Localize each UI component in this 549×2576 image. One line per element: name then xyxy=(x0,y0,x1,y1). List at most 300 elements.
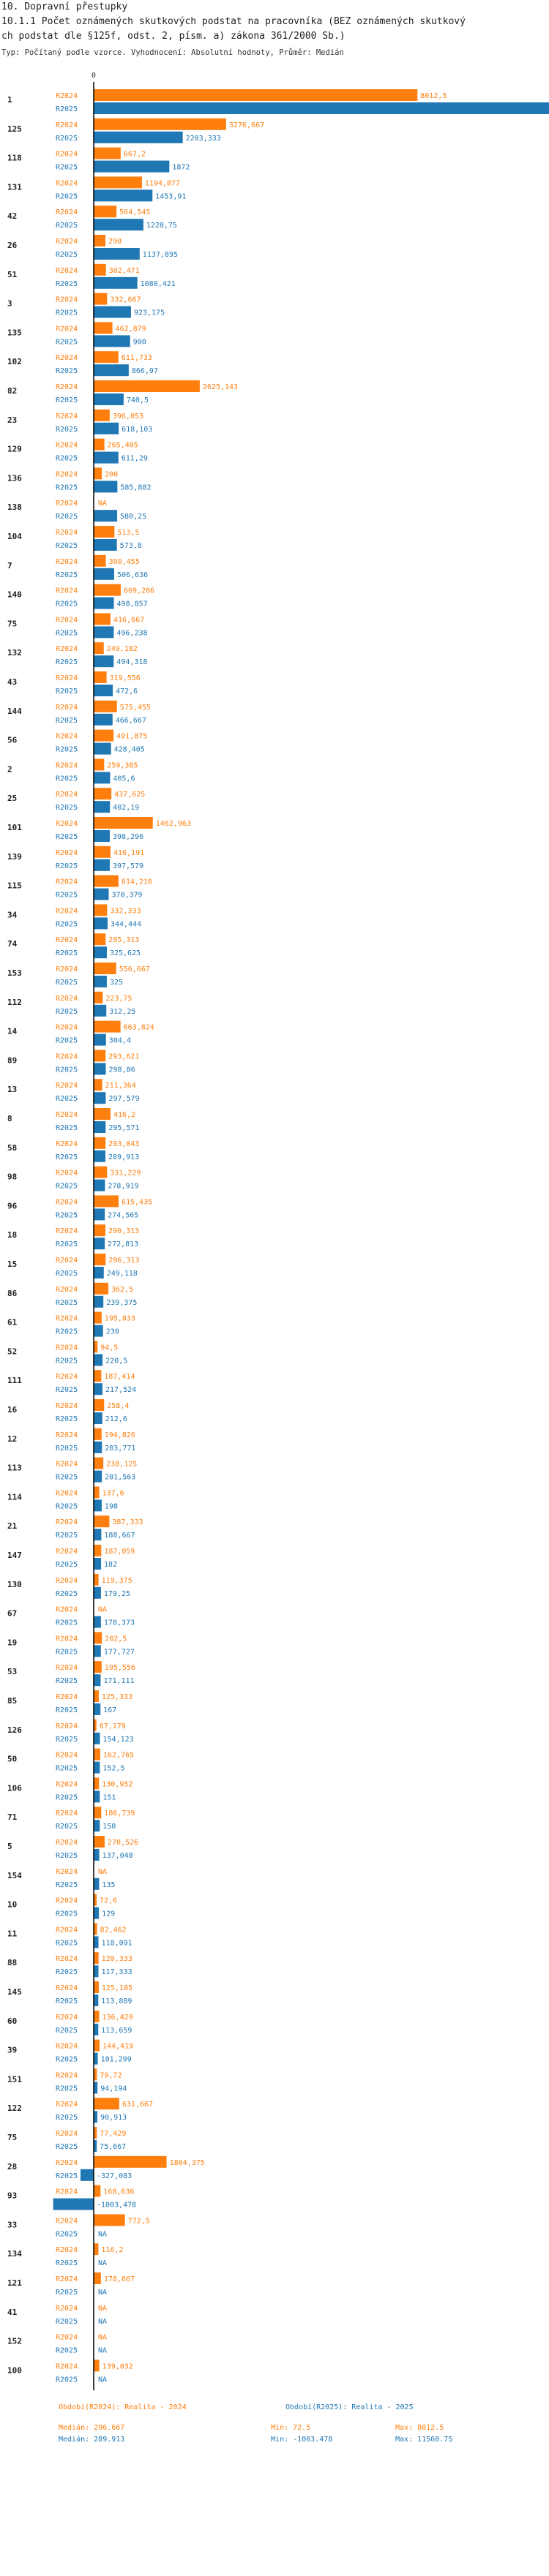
series-label-r2025: R2025 xyxy=(56,1589,78,1598)
bar-r2025 xyxy=(94,917,108,929)
data-label-r2024: 187,414 xyxy=(104,1373,135,1382)
series-label-r2024: R2024 xyxy=(56,878,78,886)
row-id-label: 23 xyxy=(7,415,18,425)
bar-r2025 xyxy=(94,1965,98,1977)
bar-r2024 xyxy=(94,933,105,945)
series-label-r2025: R2025 xyxy=(56,425,78,434)
series-label-r2024: R2024 xyxy=(56,1373,78,1382)
series-label-r2025: R2025 xyxy=(56,2259,78,2268)
data-label-r2025: 428,405 xyxy=(113,745,145,754)
series-label-r2024: R2024 xyxy=(56,1082,78,1091)
row-id-label: 136 xyxy=(7,473,22,483)
row-id-label: 14 xyxy=(7,1026,18,1036)
row-id-label: 112 xyxy=(7,997,22,1007)
data-label-r2024: 564,545 xyxy=(119,208,151,217)
data-label-r2025: 580,25 xyxy=(120,513,147,521)
series-label-r2024: R2024 xyxy=(56,1635,78,1643)
data-label-r2024: 1194,077 xyxy=(144,179,181,188)
data-label-r2025: 178,373 xyxy=(103,1619,135,1627)
data-label-r2025: 150 xyxy=(102,1823,116,1831)
bar-r2024 xyxy=(94,2098,119,2109)
bar-r2024 xyxy=(94,1545,101,1556)
bar-r2024 xyxy=(94,1254,105,1265)
bar-r2025 xyxy=(94,539,117,551)
row-id-label: 2 xyxy=(7,764,12,775)
series-label-r2025: R2025 xyxy=(56,1735,78,1744)
series-label-r2024: R2024 xyxy=(56,1402,78,1410)
data-label-r2025: 398,296 xyxy=(112,833,144,841)
row-id-label: 151 xyxy=(7,2074,22,2084)
row-id-label: 154 xyxy=(7,1870,22,1880)
data-label-r2025: 295,571 xyxy=(108,1124,140,1132)
series-label-r2025: R2025 xyxy=(56,1764,78,1773)
bar-r2024 xyxy=(94,671,107,683)
series-label-r2024: R2024 xyxy=(56,907,78,916)
series-label-r2025: R2025 xyxy=(56,688,78,696)
data-label-r2024: 270,526 xyxy=(107,1839,139,1847)
series-label-r2024: R2024 xyxy=(56,1576,78,1585)
data-label-r2024: 575,455 xyxy=(119,703,151,712)
bar-r2024 xyxy=(94,235,105,246)
data-label-r2024: 265,405 xyxy=(107,441,138,450)
bar-r2024 xyxy=(94,1952,99,1964)
series-label-r2025: R2025 xyxy=(56,279,78,288)
bar-r2024 xyxy=(94,206,116,217)
data-label-r2025: NA xyxy=(98,2376,108,2384)
data-label-r2025: 203,771 xyxy=(105,1444,136,1453)
series-label-r2024: R2024 xyxy=(56,965,78,973)
data-label-r2024: 332,667 xyxy=(110,295,141,304)
bar-r2024 xyxy=(94,730,113,742)
series-label-r2024: R2024 xyxy=(56,1111,78,1119)
series-label-r2024: R2024 xyxy=(56,1809,78,1818)
bar-r2024 xyxy=(94,1195,119,1207)
data-label-r2025: 494,318 xyxy=(116,658,148,667)
row-id-label: 53 xyxy=(7,1667,18,1677)
bar-r2024 xyxy=(94,904,107,916)
bar-r2024 xyxy=(94,1428,102,1440)
series-label-r2025: R2025 xyxy=(56,1095,78,1104)
bar-r2024 xyxy=(94,1108,111,1120)
series-label-r2025: R2025 xyxy=(56,542,78,550)
row-id-label: 152 xyxy=(7,2336,22,2346)
series-label-r2025: R2025 xyxy=(56,2026,78,2035)
series-label-r2024: R2024 xyxy=(56,2042,78,2051)
series-label-r2025: R2025 xyxy=(56,1066,78,1074)
series-label-r2024: R2024 xyxy=(56,412,78,421)
row-id-label: 145 xyxy=(7,1987,22,1997)
bar-r2025 xyxy=(94,306,131,318)
series-label-r2024: R2024 xyxy=(56,238,78,246)
bar-r2024 xyxy=(94,1167,107,1178)
bar-r2025 xyxy=(94,364,129,376)
series-label-r2024: R2024 xyxy=(56,121,78,129)
series-label-r2024: R2024 xyxy=(56,441,78,450)
data-label-r2024: 513,5 xyxy=(117,529,140,537)
data-label-r2024: 238,125 xyxy=(106,1460,138,1469)
bar-r2025 xyxy=(94,889,108,900)
stat-median-r2025: Medián: 289.913 xyxy=(59,2436,125,2444)
series-label-r2024: R2024 xyxy=(56,2130,78,2138)
series-label-r2025: R2025 xyxy=(56,2230,78,2239)
data-label-r2025: 90,913 xyxy=(100,2114,127,2123)
data-label-r2024: 79,72 xyxy=(100,2071,122,2080)
bar-r2024 xyxy=(94,1981,99,1993)
series-label-r2024: R2024 xyxy=(56,732,78,741)
series-label-r2024: R2024 xyxy=(56,1518,78,1527)
series-label-r2024: R2024 xyxy=(56,92,78,100)
bar-r2025 xyxy=(94,1005,106,1017)
data-label-r2025: 118,091 xyxy=(101,1939,132,1948)
row-id-label: 93 xyxy=(7,2191,18,2201)
data-label-r2025: 113,659 xyxy=(101,2026,132,2035)
row-id-label: 85 xyxy=(7,1696,18,1706)
series-label-r2024: R2024 xyxy=(56,354,78,363)
series-label-r2024: R2024 xyxy=(56,1460,78,1469)
series-label-r2025: R2025 xyxy=(56,949,78,958)
series-label-r2024: R2024 xyxy=(56,1955,78,1964)
series-label-r2024: R2024 xyxy=(56,1198,78,1207)
series-label-r2025: R2025 xyxy=(56,1036,78,1045)
series-label-r2025: R2025 xyxy=(56,2055,78,2064)
data-label-r2024: 136,429 xyxy=(102,2013,133,2022)
bar-r2025 xyxy=(94,1820,100,1831)
row-id-label: 153 xyxy=(7,968,22,978)
row-id-label: 138 xyxy=(7,502,22,513)
row-id-label: 21 xyxy=(7,1521,18,1532)
data-label-r2025: 405,6 xyxy=(113,775,135,783)
data-label-r2025: 11560,75 xyxy=(505,105,541,113)
bar-r2025 xyxy=(94,1529,101,1540)
bar-r2025 xyxy=(94,1442,102,1453)
row-id-label: 12 xyxy=(7,1434,18,1444)
data-label-r2024: 296,313 xyxy=(108,1257,140,1265)
series-label-r2024: R2024 xyxy=(56,645,78,654)
bar-r2024 xyxy=(94,817,153,829)
data-label-r2025: 325,625 xyxy=(109,949,141,958)
bar-r2024 xyxy=(94,584,121,596)
bar-r2025 xyxy=(94,2082,97,2093)
bar-r2024 xyxy=(94,2243,98,2255)
row-id-label: 134 xyxy=(7,2249,22,2259)
data-label-r2024: 416,2 xyxy=(113,1111,136,1119)
row-id-label: 139 xyxy=(7,851,22,862)
data-label-r2025: 201,563 xyxy=(105,1473,136,1482)
data-label-r2025: 618,103 xyxy=(122,425,153,434)
data-label-r2025: 498,857 xyxy=(116,600,148,609)
data-label-r2024: 249,182 xyxy=(106,645,138,654)
row-id-label: 26 xyxy=(7,241,18,250)
bar-r2024 xyxy=(94,642,104,654)
bar-r2024 xyxy=(94,2272,101,2284)
series-label-r2025: R2025 xyxy=(56,222,78,230)
series-label-r2025: R2025 xyxy=(56,658,78,667)
series-label-r2024: R2024 xyxy=(56,1867,78,1876)
series-label-r2024: R2024 xyxy=(56,2013,78,2022)
data-label-r2024: 119,375 xyxy=(101,1576,132,1585)
data-label-r2025: 312,25 xyxy=(109,1007,136,1016)
data-label-r2024: NA xyxy=(98,1867,108,1876)
data-label-r2024: 462,879 xyxy=(115,325,146,334)
series-label-r2024: R2024 xyxy=(56,2246,78,2255)
data-label-r2025: 297,579 xyxy=(108,1095,140,1104)
data-label-r2025: 272,813 xyxy=(108,1240,139,1249)
bar-r2024 xyxy=(94,2011,100,2022)
bar-r2025 xyxy=(94,335,130,347)
data-label-r2025: NA xyxy=(98,2346,108,2355)
bar-r2025 xyxy=(94,161,169,173)
series-label-r2024: R2024 xyxy=(56,529,78,537)
data-label-r2024: 295,313 xyxy=(108,936,140,945)
bar-r2024 xyxy=(94,1749,100,1760)
row-id-label: 60 xyxy=(7,2016,18,2026)
data-label-r2025: 740,5 xyxy=(126,396,149,404)
bar-r2025 xyxy=(94,132,183,143)
bar-r2025 xyxy=(94,219,143,230)
data-label-r2025: 344,444 xyxy=(111,920,142,929)
series-label-r2025: R2025 xyxy=(56,1153,78,1161)
row-id-label: 114 xyxy=(7,1492,22,1502)
row-id-label: 16 xyxy=(7,1405,18,1415)
data-label-r2024: 387,333 xyxy=(112,1518,143,1527)
bar-r2025 xyxy=(94,510,117,521)
bar-r2025 xyxy=(94,423,119,434)
series-label-r2025: R2025 xyxy=(56,1124,78,1132)
bar-r2025 xyxy=(81,2169,94,2181)
bar-r2024 xyxy=(94,1632,102,1643)
series-label-r2025: R2025 xyxy=(56,513,78,521)
series-label-r2025: R2025 xyxy=(56,862,78,870)
bar-r2025 xyxy=(94,598,114,609)
bar-r2025 xyxy=(94,1499,102,1511)
bar-r2025 xyxy=(94,1238,105,1249)
series-label-r2024: R2024 xyxy=(56,179,78,188)
data-label-r2024: 300,455 xyxy=(108,557,140,566)
data-label-r2025: 75,667 xyxy=(100,2143,127,2151)
data-label-r2024: 2625,143 xyxy=(202,383,239,391)
data-label-r2024: NA xyxy=(98,500,108,508)
row-id-label: 115 xyxy=(7,881,22,891)
series-label-r2024: R2024 xyxy=(56,2158,78,2167)
data-label-r2025: 220,5 xyxy=(105,1357,128,1366)
row-id-label: 125 xyxy=(7,124,22,134)
data-label-r2024: 125,185 xyxy=(101,1984,133,1992)
data-label-r2024: 302,471 xyxy=(108,266,140,275)
series-label-r2025: R2025 xyxy=(56,833,78,841)
bar-r2024 xyxy=(94,788,111,799)
row-id-label: 58 xyxy=(7,1142,18,1153)
data-label-r2024: 611,733 xyxy=(121,354,152,363)
series-label-r2024: R2024 xyxy=(56,761,78,770)
data-label-r2024: 290,313 xyxy=(108,1227,140,1236)
bar-r2025 xyxy=(94,1208,105,1220)
bar-r2025 xyxy=(94,1092,105,1104)
series-label-r2024: R2024 xyxy=(56,1257,78,1265)
series-label-r2024: R2024 xyxy=(56,616,78,625)
series-label-r2025: R2025 xyxy=(56,629,78,638)
series-label-r2024: R2024 xyxy=(56,1751,78,1760)
row-id-label: 41 xyxy=(7,2307,18,2317)
row-id-label: 25 xyxy=(7,794,18,804)
row-id-label: 131 xyxy=(7,182,22,192)
data-label-r2025: 402,19 xyxy=(113,804,140,813)
series-label-r2024: R2024 xyxy=(56,1780,78,1789)
series-label-r2025: R2025 xyxy=(56,2289,78,2297)
series-label-r2025: R2025 xyxy=(56,716,78,725)
bar-r2025 xyxy=(94,452,119,464)
data-label-r2025: 274,565 xyxy=(108,1211,139,1220)
series-label-r2024: R2024 xyxy=(56,1722,78,1730)
data-label-r2025: 278,919 xyxy=(108,1182,139,1191)
row-id-label: 56 xyxy=(7,735,18,745)
bar-r2025 xyxy=(94,568,114,580)
series-label-r2024: R2024 xyxy=(56,994,78,1003)
data-label-r2024: 178,667 xyxy=(103,2275,135,2283)
row-id-label: 86 xyxy=(7,1288,18,1298)
series-label-r2024: R2024 xyxy=(56,848,78,857)
series-label-r2025: R2025 xyxy=(56,1532,78,1540)
row-id-label: 67 xyxy=(7,1608,18,1619)
series-label-r2024: R2024 xyxy=(56,383,78,391)
series-label-r2025: R2025 xyxy=(56,1910,78,1918)
series-label-r2024: R2024 xyxy=(56,674,78,682)
data-label-r2024: 290 xyxy=(108,238,122,246)
data-label-r2024: 1804,375 xyxy=(169,2158,205,2167)
data-label-r2024: 362,5 xyxy=(111,1285,134,1294)
data-label-r2025: NA xyxy=(98,2230,108,2239)
data-label-r2025: 585,882 xyxy=(120,483,152,492)
data-label-r2024: 194,826 xyxy=(104,1431,135,1439)
data-label-r2024: 8012,5 xyxy=(420,92,447,100)
series-label-r2024: R2024 xyxy=(56,325,78,334)
bar-r2025 xyxy=(94,1790,100,1802)
data-label-r2025: 137,048 xyxy=(102,1852,133,1860)
data-label-r2024: 331,229 xyxy=(110,1169,141,1178)
data-label-r2025: 2203,333 xyxy=(185,134,221,143)
legend-r2024: Období(R2024): Realita - 2024 xyxy=(59,2403,187,2412)
row-id-label: 122 xyxy=(7,2104,22,2114)
row-id-label: 61 xyxy=(7,1317,18,1327)
data-label-r2025: 182 xyxy=(104,1561,118,1569)
bar-r2025 xyxy=(94,801,110,813)
row-id-label: 118 xyxy=(7,153,22,163)
data-label-r2024: 772,5 xyxy=(127,2217,150,2226)
bar-r2025 xyxy=(94,1150,105,1162)
bar-r2025 xyxy=(94,714,113,726)
data-label-r2024: 168,636 xyxy=(103,2188,135,2196)
series-label-r2024: R2024 xyxy=(56,295,78,304)
bar-r2025 xyxy=(94,1733,100,1744)
series-label-r2024: R2024 xyxy=(56,1140,78,1148)
series-label-r2025: R2025 xyxy=(56,1793,78,1802)
series-label-r2024: R2024 xyxy=(56,1431,78,1439)
data-label-r2024: 491,875 xyxy=(116,732,148,741)
row-id-label: 39 xyxy=(7,2045,18,2055)
data-label-r2024: 258,4 xyxy=(107,1402,130,1410)
bar-r2024 xyxy=(94,148,121,159)
row-id-label: 144 xyxy=(7,706,22,716)
bar-r2025 xyxy=(94,655,113,667)
bar-r2024 xyxy=(94,1486,100,1498)
series-label-r2025: R2025 xyxy=(56,367,78,376)
data-label-r2025: 249,118 xyxy=(106,1270,138,1278)
data-label-r2024: NA xyxy=(98,2304,108,2313)
bar-r2025 xyxy=(94,1558,101,1570)
bar-r2025 xyxy=(94,481,117,492)
series-label-r2025: R2025 xyxy=(56,1880,78,1889)
bar-r2025 xyxy=(94,248,140,260)
series-label-r2025: R2025 xyxy=(56,396,78,404)
bar-r2024 xyxy=(94,467,102,479)
row-id-label: 10 xyxy=(7,1899,18,1910)
series-label-r2024: R2024 xyxy=(56,2071,78,2080)
data-label-r2025: 397,579 xyxy=(112,862,144,870)
data-label-r2024: 72,6 xyxy=(100,1897,118,1905)
bar-r2025 xyxy=(94,1180,105,1191)
row-id-label: 88 xyxy=(7,1958,18,1968)
series-label-r2024: R2024 xyxy=(56,1169,78,1178)
bar-r2024 xyxy=(94,1574,99,1586)
bar-r2025 xyxy=(94,743,111,755)
bar-r2024 xyxy=(94,1661,102,1673)
data-label-r2025: 113,889 xyxy=(101,1997,132,2006)
series-label-r2024: R2024 xyxy=(56,150,78,159)
data-label-r2025: NA xyxy=(98,2289,108,2297)
data-label-r2025: 171,111 xyxy=(103,1677,135,1686)
data-label-r2025: 900 xyxy=(132,338,146,347)
series-label-r2024: R2024 xyxy=(56,2188,78,2196)
bar-r2024 xyxy=(94,2360,100,2371)
series-label-r2024: R2024 xyxy=(56,1548,78,1556)
series-label-r2024: R2024 xyxy=(56,1052,78,1061)
bar-r2025 xyxy=(94,626,113,638)
data-label-r2025: -1003,478 xyxy=(97,2201,137,2210)
bar-r2024 xyxy=(94,613,111,625)
series-label-r2025: R2025 xyxy=(56,1823,78,1831)
data-label-r2024: 319,556 xyxy=(109,674,141,682)
data-label-r2024: 667,2 xyxy=(123,150,146,159)
data-label-r2024: NA xyxy=(98,2333,108,2342)
data-label-r2024: 1462,963 xyxy=(155,820,191,828)
bar-r2024 xyxy=(94,2185,100,2197)
series-label-r2025: R2025 xyxy=(56,1561,78,1569)
row-id-label: 104 xyxy=(7,532,22,541)
row-id-label: 101 xyxy=(7,823,22,832)
data-label-r2025: 239,375 xyxy=(106,1298,138,1307)
bar-r2024 xyxy=(94,1515,109,1527)
data-label-r2024: 293,043 xyxy=(108,1140,140,1148)
bar-r2025 xyxy=(94,1063,105,1074)
row-id-label: 7 xyxy=(7,560,12,570)
series-label-r2024: R2024 xyxy=(56,470,78,479)
bar-r2024 xyxy=(94,758,104,770)
bar-r2024 xyxy=(94,293,107,305)
bar-r2024 xyxy=(94,555,106,567)
bar-r2025 xyxy=(94,1471,102,1483)
row-id-label: 96 xyxy=(7,1201,18,1211)
row-id-label: 126 xyxy=(7,1725,22,1735)
series-label-r2024: R2024 xyxy=(56,557,78,566)
data-label-r2024: 144,419 xyxy=(102,2042,134,2051)
row-id-label: 75 xyxy=(7,619,18,629)
data-label-r2024: 437,625 xyxy=(114,791,146,799)
page-title: 10. Dopravní přestupky xyxy=(1,1,128,12)
row-id-label: 42 xyxy=(7,211,18,222)
series-label-r2024: R2024 xyxy=(56,208,78,217)
data-label-r2024: 223,75 xyxy=(105,994,132,1003)
bar-r2025 xyxy=(94,1762,100,1774)
row-id-label: 1 xyxy=(7,95,12,105)
